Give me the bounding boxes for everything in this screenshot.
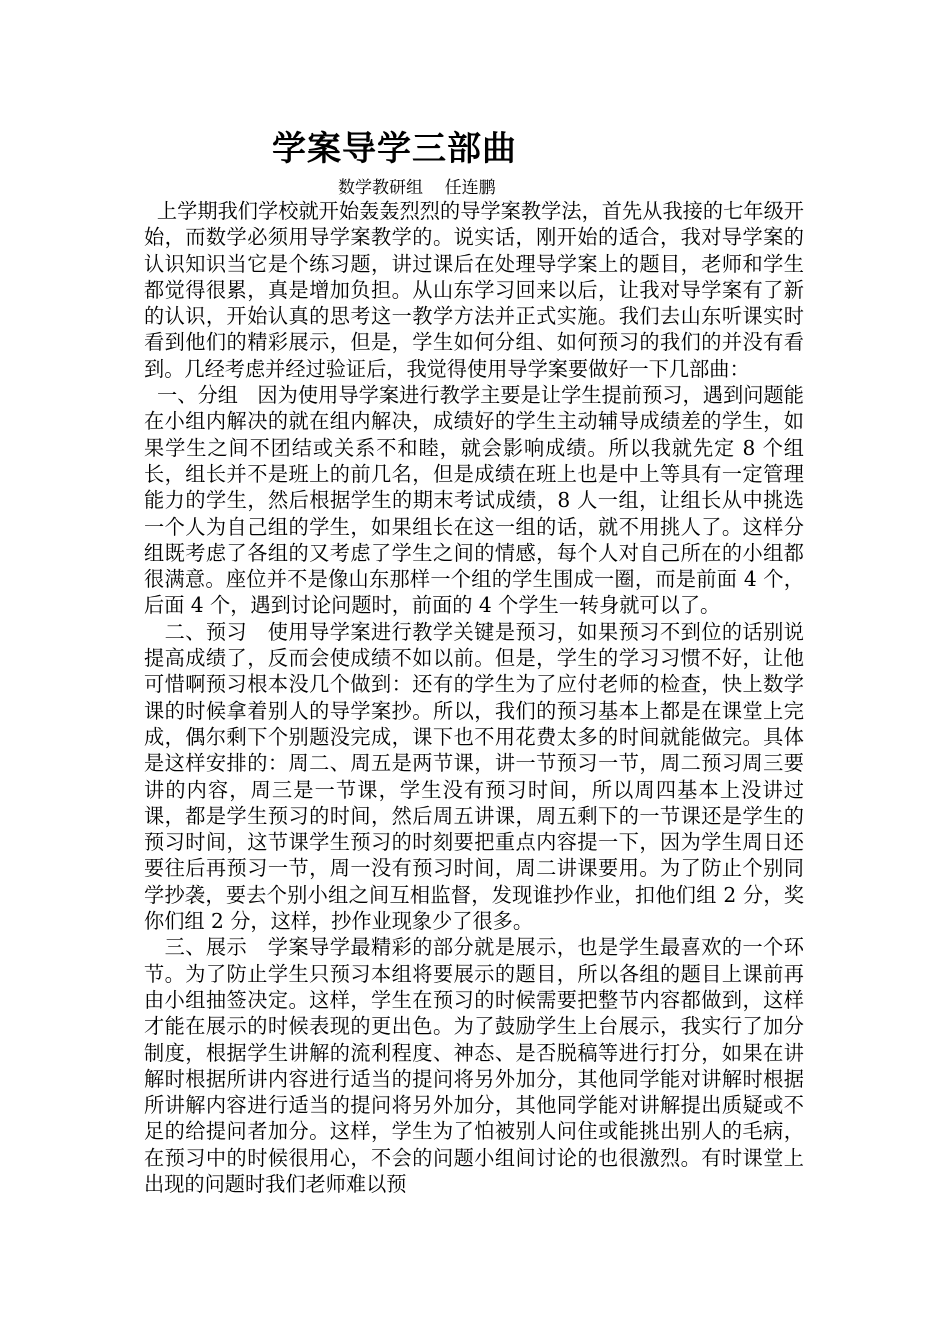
paragraph-intro: 上学期我们学校就开始轰轰烈烈的导学案教学法，首先从我接的七年级开始，而数学必须用导学案教学的。说实话，刚开始的适合，我对导学案的认识知识当它是个练习题，讲过课后在处理导学案上的题目，老师和学生都觉得很累，真是增加负担。从山东学习回来以后，让我对导学案有了新的认识，开始认真的思考这一教学方法并正式实施。我们去山东听课实时看到他们的精彩展示，但是，学生如何分组、如何预习的我们的并没有看到。几经考虑并经过验证后，我觉得使用导学案要做好一下几部曲： <box>144 199 804 381</box>
document-body <box>144 198 804 1197</box>
paragraph-presentation: 三、展示 学案导学最精彩的部分就是展示，也是学生最喜欢的一个环节。为了防止学生只预习本组将要展示的题目，所以各组的题目上课前再由小组抽签决定。这样，学生在预习的时候需要把整节内容都做到，这样才能在展示的时候表现的更出色。为了鼓励学生上台展示，我实行了加分制度，根据学生讲解的流利程度、神态、是否脱稿等进行打分，如果在讲解时根据所讲内容进行适当的提问将另外加分，其他同学能对讲解时根据所讲解内容进行适当的提问将另外加分，其他同学能对讲解提出质疑或不足的给提问者加分。这样，学生为了怕被别人问住或能挑出别人的毛病，在预习中的时候很用心，不会的问题小组间讨论的也很激烈。有时课堂上出现的问题时我们老师难以预 <box>144 935 804 1196</box>
document-title: 学案导学三部曲 <box>272 129 517 169</box>
paragraph-grouping: 一、分组 因为使用导学案进行教学主要是让学生提前预习，遇到问题能在小组内解决的就在组内解决，成绩好的学生主动辅导成绩差的学生，如果学生之间不团结或关系不和睦，就会影响成绩。所以我就先定 8 个组长，组长并不是班上的前几名，但是成绩在班上也是中上等具有一定管理能力的学生，然后根据学生的期末考试成绩，8 人一组，让组长从中挑选一个人为自己组的学生，如果组长在这一组的话，就不用挑人了。这样分组既考虑了各组的又考虑了学生之间的情感，每个人对自己所在的小组都很满意。座位并不是像山东那样一个组的学生围成一圈，而是前面 4 个，后面 4 个，遇到讨论问题时，前面的 4 个学生一转身就可以了。 <box>144 383 804 618</box>
paragraph-preview: 二、预习 使用导学案进行教学关键是预习，如果预习不到位的话别说提高成绩了，反而会使成绩不如以前。但是，学生的学习习惯不好，让他可惜啊预习根本没几个做到：还有的学生为了应付老师的检查，快上数学课的时候拿着别人的导学案抄。所以，我们的预习基本上都是在课堂上完成，偶尔剩下个别题没完成，课下也不用花费太多的时间就能做完。具体是这样安排的：周二、周五是两节课，讲一节预习一节，周二预习周三要讲的内容，周三是一节课，学生没有预习时间，所以周四基本上没讲过课，都是学生预习的时间，然后周五讲课，周五剩下的一节课还是学生的预习时间，这节课学生预习的时刻要把重点内容提一下，因为学生周日还要往后再预习一节，周一没有预习时间，周二讲课要用。为了防止个别同学抄袭，要去个别小组之间互相监督，发现谁抄作业，扣他们组 2 分，奖你们组 2 分，这样，抄作业现象少了很多。 <box>144 619 804 934</box>
author-byline: 数学教研组 任连鹏 <box>338 178 496 198</box>
